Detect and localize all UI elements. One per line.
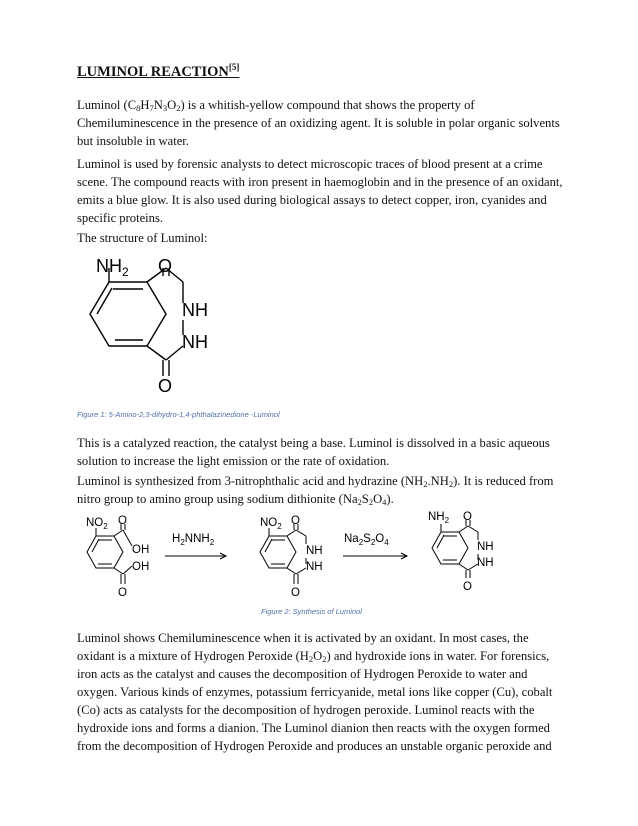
m1-oh-1: OH bbox=[132, 544, 150, 556]
m2-o-bottom: O bbox=[291, 587, 300, 599]
m3-nh-1: NH bbox=[477, 541, 494, 553]
reagent-sodium-dithionite: $Na_2S_2O_4$ bbox=[344, 533, 389, 547]
paragraph-forensics: Luminol is used by forensic analysts to detect microscopic traces of blood present at a crime scene. The compound reacts with iron present in haemoglobin and in the presence of an oxidant, emits a blue glow. It is also used during biological assays to detect copper, iron, cyanides and specific proteins. bbox=[77, 157, 563, 225]
molecule-nitrophthalic-acid bbox=[87, 524, 132, 584]
figure-1-caption: Figure 1: 5-Amino-2,3-dihydro-1,4-phthalazinedione -Luminol bbox=[77, 410, 280, 419]
m2-o-top: O bbox=[291, 515, 300, 527]
m3-o-top: O bbox=[463, 511, 472, 523]
nh2-label: $NH_2$ bbox=[96, 256, 129, 279]
figure-2-caption: Figure 2: Synthesis of Luminol bbox=[261, 607, 362, 616]
m3-nh-2: NH bbox=[477, 557, 494, 569]
m1-o-bottom: O bbox=[118, 587, 127, 599]
m3-o-bottom: O bbox=[463, 581, 472, 593]
reagent-hydrazine: $H_2NNH_2$ bbox=[172, 533, 215, 547]
carbonyl-o-bottom: O bbox=[158, 376, 173, 396]
synthesis-scheme-diagram bbox=[80, 508, 570, 604]
luminol-structure-diagram bbox=[60, 248, 260, 403]
m1-o-top: O bbox=[118, 515, 127, 527]
paragraph-structure-intro: The structure of Luminol: bbox=[77, 231, 208, 245]
carbonyl-o-top: O bbox=[158, 256, 173, 276]
paragraph-catalyst: This is a catalyzed reaction, the catalyst being a base. Luminol is dissolved in a basic aqueous solution to increase the light emission or the rate of oxidation. bbox=[77, 436, 550, 468]
section-heading: LUMINOL REACTION[5] bbox=[77, 62, 240, 80]
nh-label-b: NH bbox=[182, 332, 208, 352]
m1-no2-label: $NO_2$ bbox=[86, 517, 108, 531]
paragraph-intro: Luminol $(C_8H_7N_3O_2)$ is a whitish-yellow compound that shows the property of Chemiluminescence in the presence of an oxidizing agent. It is soluble in polar organic solvents but insoluble in water. bbox=[77, 98, 560, 148]
molecule-nitro-phthalazinedione bbox=[260, 524, 306, 584]
m3-nh2-label: $NH_2$ bbox=[428, 511, 450, 525]
benzene-ring bbox=[90, 282, 166, 346]
citation-ref: [5] bbox=[228, 62, 240, 72]
m2-no2-label: $NO_2$ bbox=[260, 517, 282, 531]
m2-nh-1: NH bbox=[306, 545, 323, 557]
m1-oh-2: OH bbox=[132, 561, 150, 573]
nh-label-a: NH bbox=[182, 300, 208, 320]
paragraph-chemiluminescence: Luminol shows Chemiluminescence when it is activated by an oxidant. In most cases, the oxidant is a mixture of Hydrogen Peroxide $(H_2O_2)$ and hydroxide ions in water. For forensics, iron acts as the catalyst and causes the decomposition of Hydrogen Peroxide to water and oxygen. Various kinds of enzymes, potassium ferricyanide, metal ions like copper (Cu), cobalt (Co) acts as catalysts for the decomposition of hydrogen peroxide. Luminol reacts with the hydroxide ions and forms a dianion. The Luminol dianion then reacts with the oxygen formed from the decomposition of Hydrogen Peroxide and produces an unstable organic peroxide and bbox=[77, 631, 553, 753]
paragraph-synthesis: Luminol is synthesized from 3-nitrophthalic acid and hydrazine $(NH_2.NH_2)$. It is reduced from nitro group to amino group using sodium dithionite $(Na_2S_2O_4)$. bbox=[77, 474, 554, 507]
molecule-luminol-product bbox=[432, 520, 478, 578]
m2-nh-2: NH bbox=[306, 561, 323, 573]
